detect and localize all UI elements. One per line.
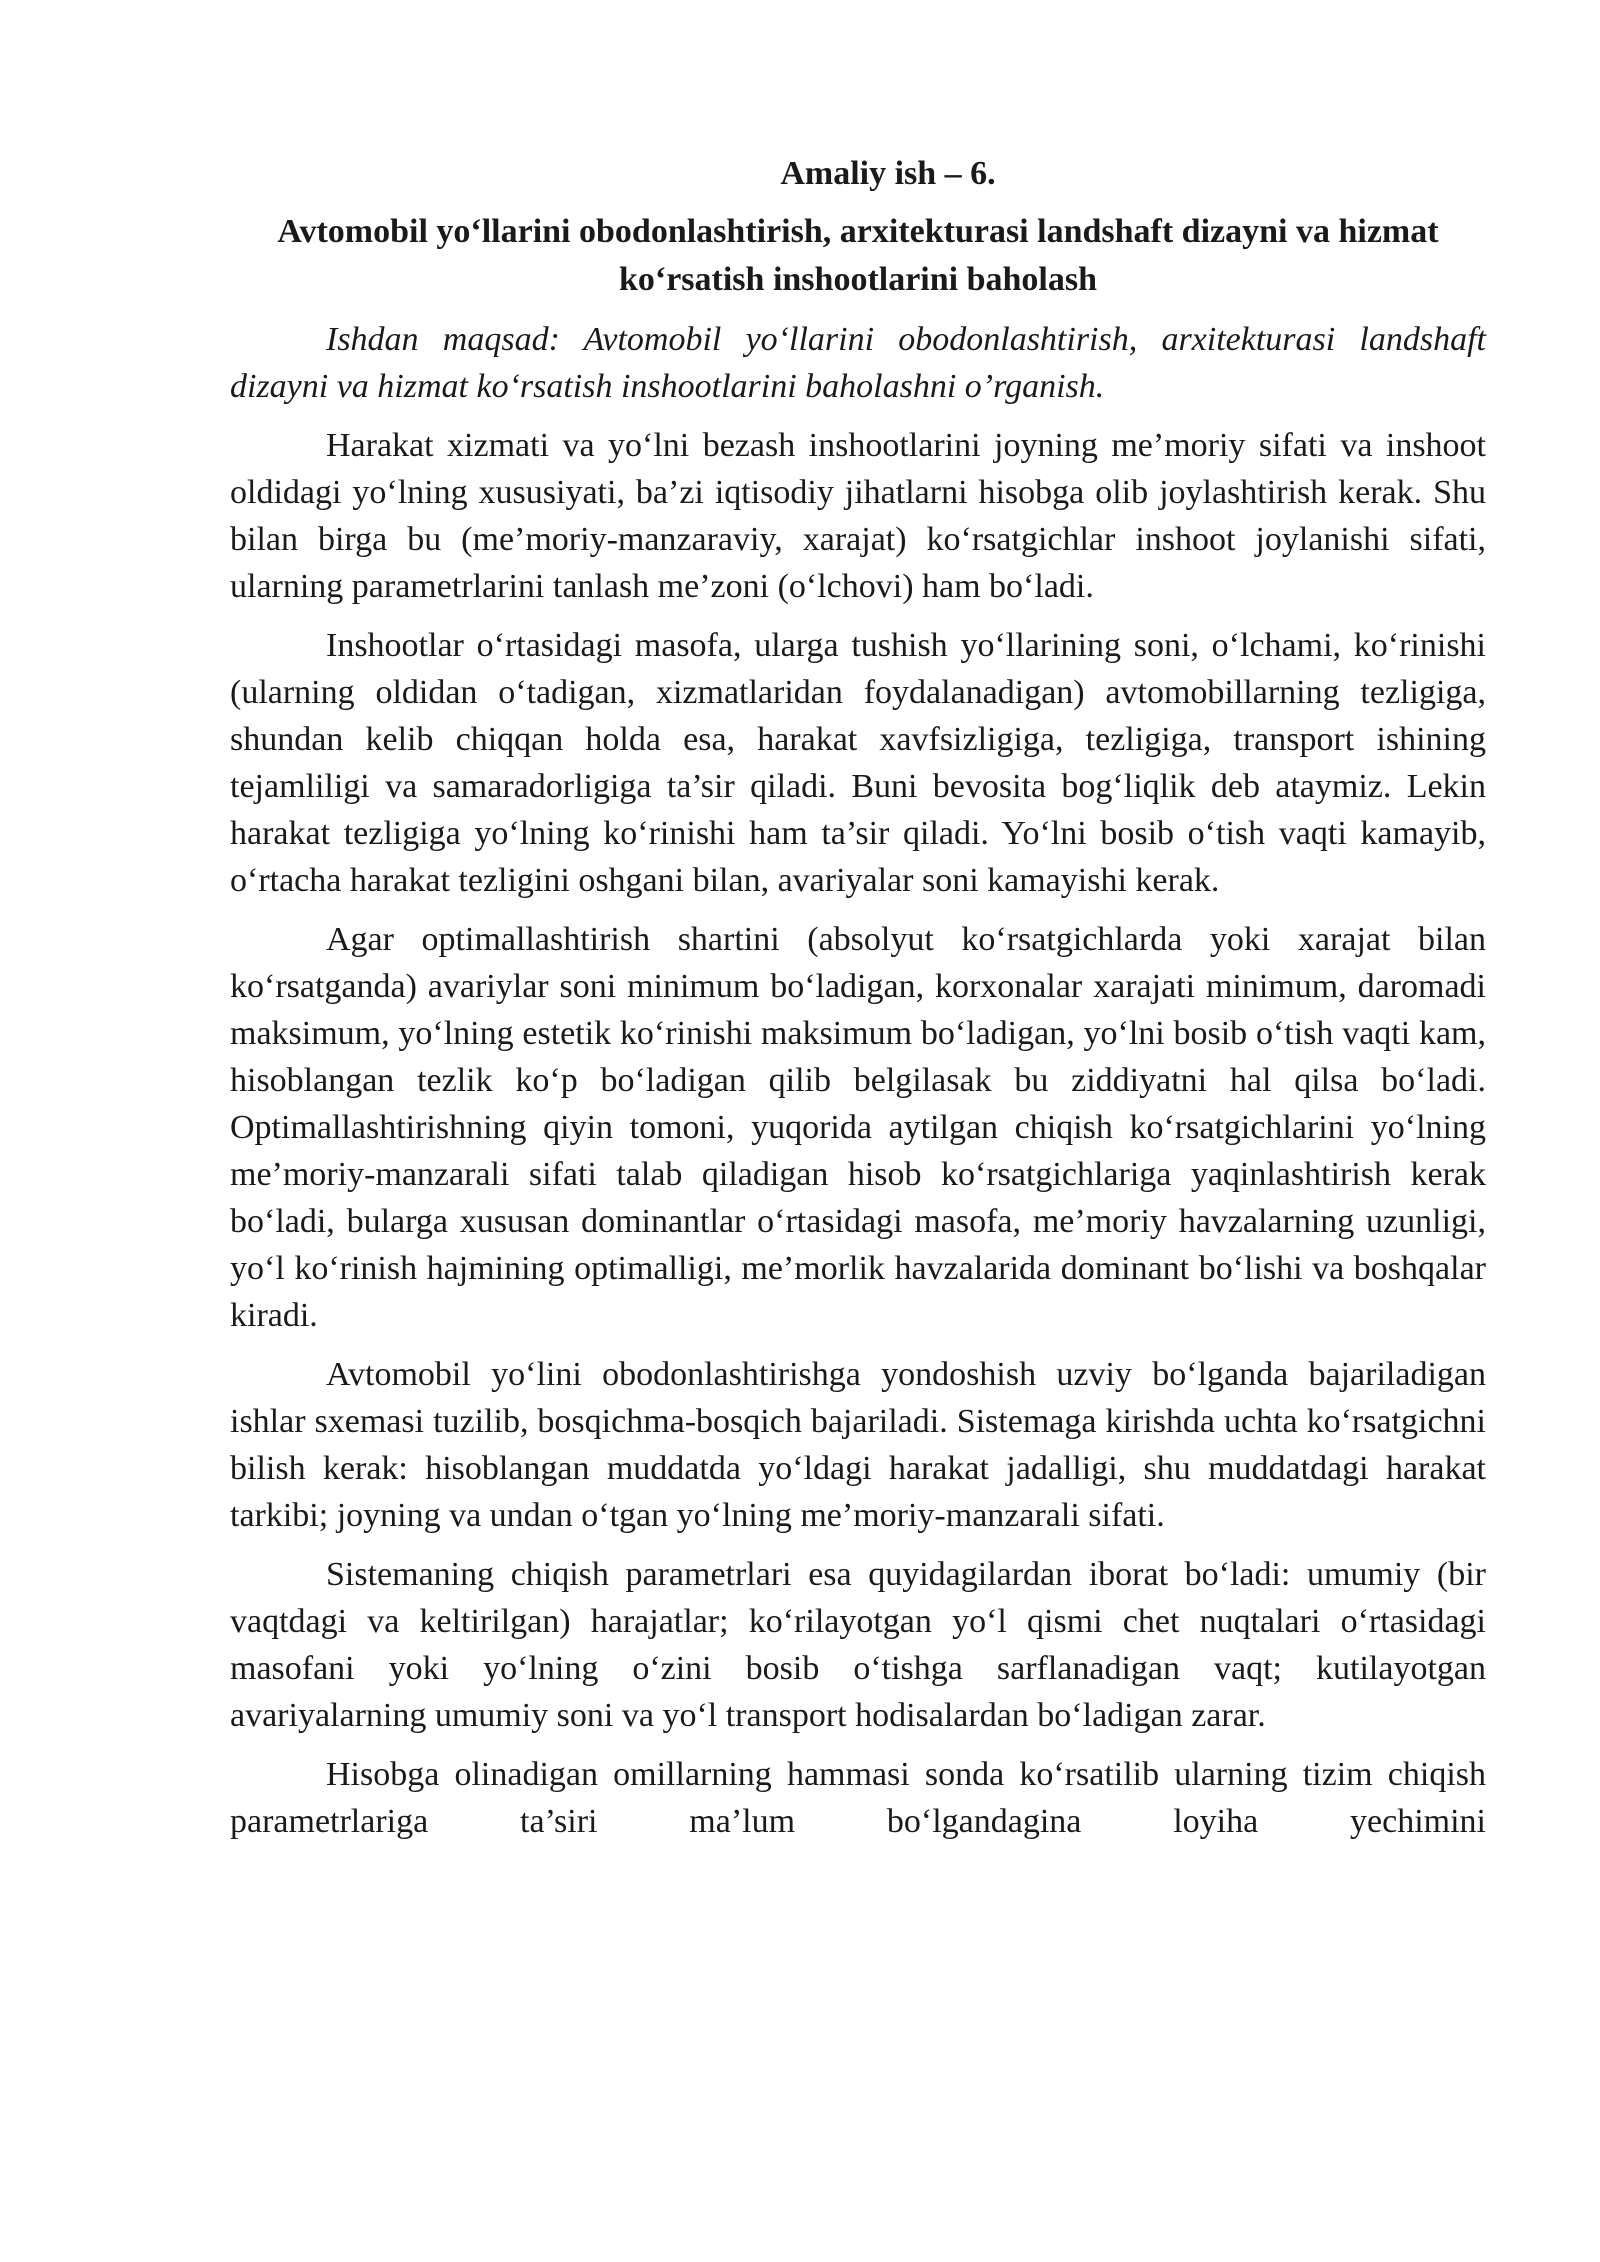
document-subtitle: Avtomobil yo‘llarini obodonlashtirish, arxitekturasi landshaft dizayni va hizmat ko‘rsatish inshootlarini baholash bbox=[277, 213, 1439, 298]
body-paragraph-3: Agar optimallashtirish shartini (absolyut ko‘rsatgichlarda yoki xarajat bilan ko‘rsatganda) avariylar soni minimum bo‘ladigan, korxonalar xarajati minimum, daromadi maksimum, yo‘lning estetik ko‘rinishi maksimum bo‘ladigan, yo‘lni bosib o‘tish vaqti kam, hisoblangan tezlik ko‘p bo‘ladigan qilib belgilasak bu ziddiyatni hal qilsa bo‘ladi. Optimallashtirishning qiyin tomoni, yuqorida aytilgan chiqish ko‘rsatgichlarini yo‘lning me’moriy-manzarali sifati talab qiladigan hisob ko‘rsatgichlariga yaqinlashtirish kerak bo‘ladi, bularga xususan dominantlar o‘rtasidagi masofa, me’moriy havzalarning uzunligi, yo‘l ko‘rinish hajmining optimalligi, me’morlik havzalarida dominant bo‘lishi va boshqalar kiradi. bbox=[230, 921, 1486, 1334]
body-paragraph-6: Hisobga olinadigan omillarning hammasi sonda ko‘rsatilib ularning tizim chiqish parametrlariga ta’siri ma’lum bo‘lgandagina loyiha yechimini bbox=[230, 1756, 1486, 1840]
body-paragraph-1: Harakat xizmati va yo‘lni bezash inshootlarini joyning me’moriy sifati va inshoot oldidagi yo‘lning xususiyati, ba’zi iqtisodiy jihatlarni hisobga olib joylashtirish kerak. Shu bilan birga bu (me’moriy-manzaraviy, xarajat) ko‘rsatgichlar inshoot joylanishi sifati, ularning parametrlarini tanlash me’zoni (o‘lchovi) ham bo‘ladi. bbox=[230, 427, 1486, 605]
document-title: Amaliy ish – 6. bbox=[780, 155, 996, 192]
body-paragraph-2: Inshootlar o‘rtasidagi masofa, ularga tushish yo‘llarining soni, o‘lchami, ko‘rinishi (ularning oldidan o‘tadigan, xizmatlaridan foydalanadigan) avtomobillarning tezligiga, shundan kelib chiqqan holda esa, harakat xavfsizligiga, tezligiga, transport ishining tejamliligi va samaradorligiga ta’sir qiladi. Buni bevosita bog‘liqlik deb ataymiz. Lekin harakat tezligiga yo‘lning ko‘rinishi ham ta’sir qiladi. Yo‘lni bosib o‘tish vaqti kamayib, o‘rtacha harakat tezligini oshgani bilan, avariyalar soni kamayishi kerak. bbox=[230, 627, 1486, 899]
body-paragraph-5: Sistemaning chiqish parametrlari esa quyidagilardan iborat bo‘ladi: umumiy (bir vaqtdagi va keltirilgan) harajatlar; ko‘rilayotgan yo‘l qismi chet nuqtalari o‘rtasidagi masofani yoki yo‘lning o‘zini bosib o‘tishga sarflanadigan vaqt; kutilayotgan avariyalarning umumiy soni va yo‘l transport hodisalardan bo‘ladigan zarar. bbox=[230, 1556, 1486, 1734]
purpose-paragraph: Ishdan maqsad: Avtomobil yo‘llarini obodonlashtirish, arxitekturasi landshaft dizayni va hizmat ko‘rsatish inshootlarini baholashni o’rganish. bbox=[230, 321, 1486, 405]
document-page bbox=[230, 150, 1486, 1857]
body-paragraph-4: Avtomobil yo‘lini obodonlashtirishga yondoshish uzviy bo‘lganda bajariladigan ishlar sxemasi tuzilib, bosqichma-bosqich bajariladi. Sistemaga kirishda uchta ko‘rsatgichni bilish kerak: hisoblangan muddatda yo‘ldagi harakat jadalligi, shu muddatdagi harakat tarkibi; joyning va undan o‘tgan yo‘lning me’moriy-manzarali sifati. bbox=[230, 1356, 1486, 1534]
